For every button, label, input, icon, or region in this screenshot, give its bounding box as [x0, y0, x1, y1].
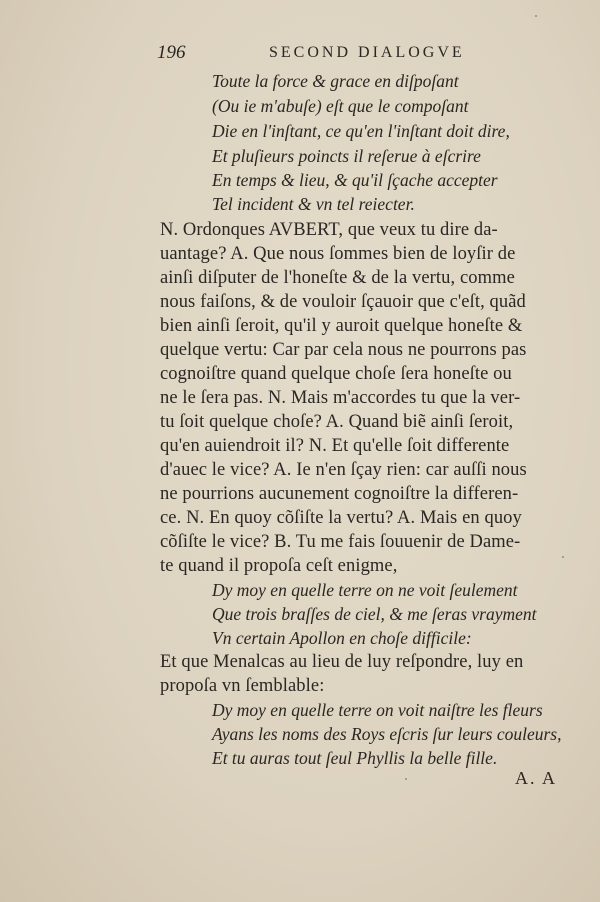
prose-line: bien ainſi ſeroit, qu'il y auroit quelque honeſte & [160, 316, 523, 336]
prose-line: ainſi diſputer de l'honeſte & de la vertu, comme [160, 268, 515, 288]
prose-line: N. Ordonques AVBERT, que veux tu dire da- [160, 220, 498, 240]
prose-line: uantage? A. Que nous ſommes bien de loyſir de [160, 244, 516, 264]
prose-line: ce. N. En quoy cõſiſte la vertu? A. Mais en quoy [160, 508, 522, 528]
verse-line: Vn certain Apollon en choſe difficile: [212, 628, 472, 648]
paper-speck [562, 556, 564, 558]
verse-line: Et pluſieurs poincts il reſerue à eſcrire [212, 146, 481, 166]
paper-speck [535, 15, 537, 17]
prose-line: ne le ſera pas. N. Mais m'accordes tu que la ver- [160, 388, 521, 408]
prose-line: qu'en auiendroit il? N. Et qu'elle ſoit differente [160, 436, 510, 456]
verse-line: Que trois braſſes de ciel, & me ſeras vrayment [212, 604, 537, 624]
verse-line: Dy moy en quelle terre on voit naiſtre les fleurs [212, 700, 543, 720]
prose-line: te quand il propoſa ceſt enigme, [160, 556, 398, 576]
prose-line: quelque vertu: Car par cela nous ne pourrons pas [160, 340, 527, 360]
verse-line: Ayans les noms des Roys eſcris ſur leurs couleurs, [212, 724, 562, 744]
catchword: A. A [515, 768, 558, 788]
prose-line: ne pourrions aucunement cognoiſtre la differen- [160, 484, 519, 504]
paper-speck [405, 778, 407, 780]
prose-line: cognoiſtre quand quelque choſe ſera honeſte ou [160, 364, 512, 384]
verse-line: En temps & lieu, & qu'il ſçache accepter [212, 170, 498, 190]
prose-line: propoſa vn ſemblable: [160, 676, 325, 696]
verse-line: Toute la force & grace en diſpoſant [212, 71, 459, 91]
running-head: SECOND DIALOGVE [269, 44, 465, 61]
prose-line: nous faiſons, & de vouloir ſçauoir que c'eſt, quãd [160, 292, 526, 312]
page-header [157, 42, 507, 66]
verse-line: (Ou ie m'abuſe) eſt que le compoſant [212, 96, 469, 116]
prose-line: Et que Menalcas au lieu de luy reſpondre, luy en [160, 652, 524, 672]
verse-line: Et tu auras tout ſeul Phyllis la belle fille. [212, 748, 498, 768]
page-number: 196 [157, 42, 186, 63]
verse-line: Tel incident & vn tel reiecter. [212, 194, 415, 214]
verse-line: Dy moy en quelle terre on ne voit ſeulement [212, 580, 518, 600]
prose-line: tu ſoit quelque choſe? A. Quand biẽ ainſi ſeroit, [160, 412, 514, 432]
prose-line: d'auec le vice? A. Ie n'en ſçay rien: car auſſi nous [160, 460, 527, 480]
verse-line: Die en l'inſtant, ce qu'en l'inſtant doit dire, [212, 121, 510, 141]
prose-line: cõſiſte le vice? B. Tu me fais ſouuenir de Dame- [160, 532, 521, 552]
